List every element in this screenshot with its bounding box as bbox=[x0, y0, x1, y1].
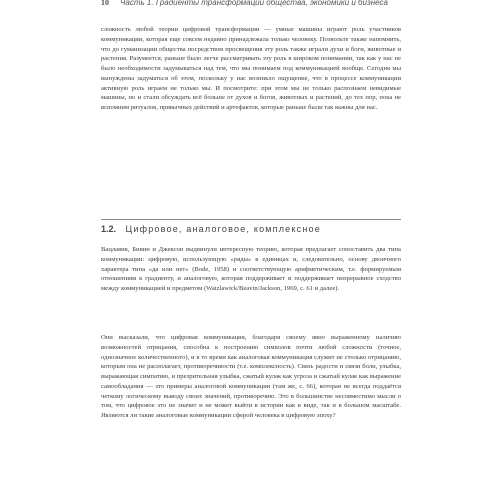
page-number: 10 bbox=[101, 0, 109, 7]
section-title: Цифровое, аналоговое, комплексное bbox=[125, 224, 321, 234]
body-paragraph: Вацлавик, Бивин и Джексон выдвинули интересную теорию, которая предлагает сопоставить два типа коммуникации: цифровую, использующую «ряды» в единицах и, следовательно, основу двоичного характера типа «да или нет» (Bode, 1958) и соответствующую арифметическим, т.е. формируемым отношениям к градиенту, и аналоговую, которая поддерживает и поддерживает непрерывное сходство между коммуникацией и предметом (Watzlawick/Beavin/Jackson, 1969, с. 61 и далее). bbox=[101, 246, 401, 292]
running-title: Часть 1. Градиенты трансформации общества, экономики и бизнеса bbox=[120, 0, 388, 7]
body-paragraph: Они высказали, что цифровая коммуникация, благодаря своему явно выраженному наличию возможностей отрицания, способна к построению символов почти любой сложности (точное, однозначное количественного), и в то время как аналоговая коммуникация служит не столько отрицанию, которым она не располагает, противоречивости (т.е. комплексность). Связь радости и связи боли, улыбка, выражающая симпатию, и презрительная улыбка, сжатый кулак как угроза и сжатый кулак как выражение самообладания — это примеры аналоговой коммуникации (там же, с. 66), которая не всегда поддаётся четкому логическому выводу своих значений, противоречию. Это в большинстве несовместимо мысли о том, что цифровое это не значит и не может выйти в истории как в виде, так и в большом масштабе. Являются ли такие аналоговые коммуникации сферой человека в цифровую эпоху? bbox=[101, 334, 401, 419]
body-paragraph: сложность любой теории цифровой трансформации — умные машины играют роль участников коммуникации, которая еще совсем недавно принадлежала только человеку. Позвольте также напомнить, что до гуманизации общества посредством просвещения эту роль также играли духи и боги, животные и растения. Разумеется, раньше было легче рассматривать эту роль в широком понимании, так как у нас не было необходимости задумываться над тем, что мы понимаем под коммуникацией вообще. Сегодня мы вынуждены задуматься об этом, поскольку у нас возникло ощущение, что в процессе коммуникации активную роль играем не только мы. И посмотрите: при этом мы не только распознаем невидимые машины, но и стали обсуждать всё больше от духов и богов, животных и растений, до тех пор, пока не вспомним ритуалов, привычных действий и артефактов, которые раньше были так важны для нас. bbox=[101, 26, 401, 111]
section-number: 1.2. bbox=[101, 224, 117, 234]
running-header bbox=[101, 0, 401, 9]
section-heading bbox=[101, 219, 401, 238]
